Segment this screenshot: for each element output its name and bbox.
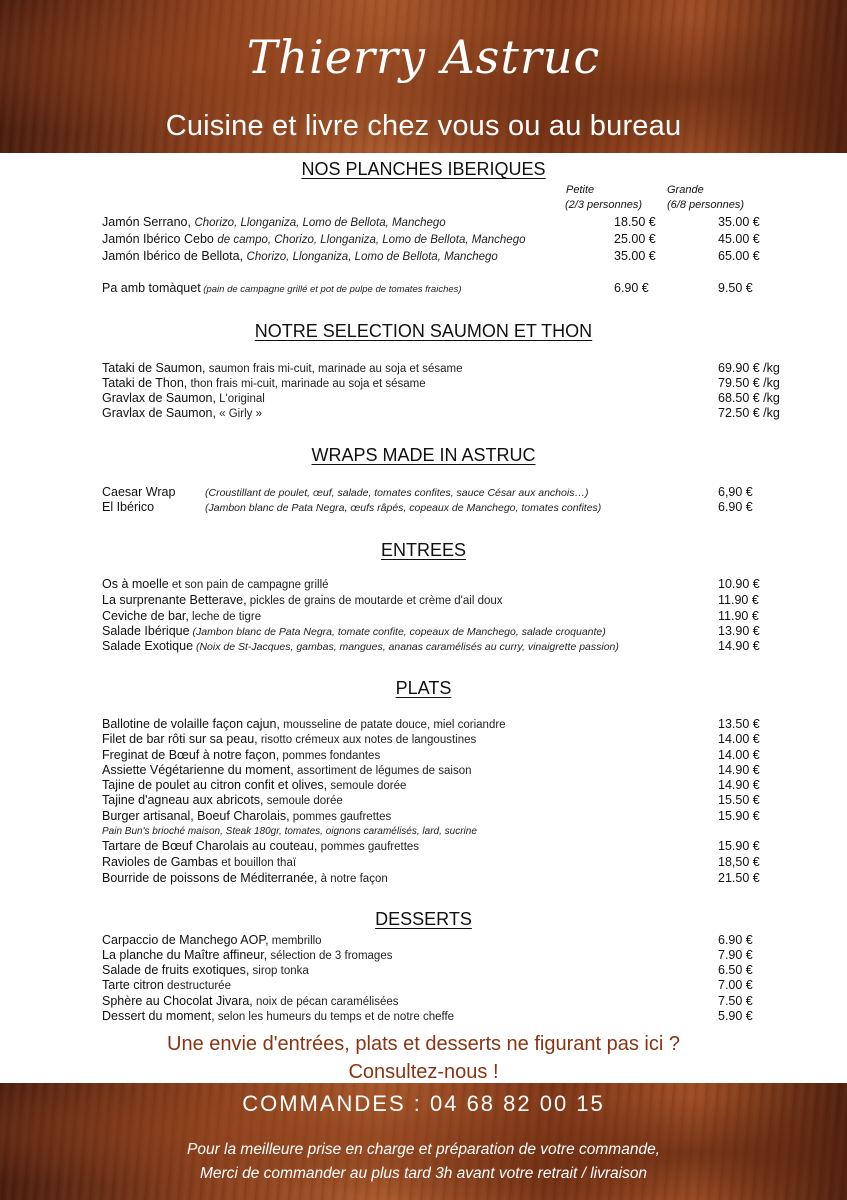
item-desc: selon les humeurs du temps et de notre cheffe bbox=[214, 1011, 455, 1023]
item-price: 14.90 € bbox=[718, 639, 760, 653]
item-price: 72.50 € /kg bbox=[718, 406, 780, 420]
menu-item bbox=[102, 948, 392, 963]
item-name-part: Jamón Ibérico bbox=[102, 232, 184, 246]
item-price: 6,90 € bbox=[718, 485, 753, 499]
menu-item bbox=[102, 748, 380, 763]
item-name: Carpaccio de Manchego AOP, bbox=[102, 933, 269, 947]
price-petite: 18.50 € bbox=[614, 215, 656, 229]
section-title-wraps: WRAPS MADE IN ASTRUC bbox=[311, 445, 536, 465]
menu-item bbox=[102, 809, 391, 824]
menu-item bbox=[102, 933, 322, 948]
item-name: Tajine de poulet au citron confit et olives, bbox=[102, 778, 328, 792]
item-price: 6.50 € bbox=[718, 963, 753, 977]
item-desc: leche de tigre bbox=[188, 611, 262, 623]
column-head-petite bbox=[565, 183, 642, 213]
price-petite: 25.00 € bbox=[614, 232, 656, 246]
item-name: Dessert du moment, bbox=[102, 1009, 215, 1023]
menu-item bbox=[102, 485, 175, 500]
brand-logo: Thierry Astruc bbox=[246, 30, 601, 84]
menu-item bbox=[102, 763, 472, 778]
column-grande-title: Grande bbox=[667, 184, 704, 196]
price-grande: 45.00 € bbox=[718, 232, 760, 246]
section-title-entrees: ENTREES bbox=[380, 540, 467, 560]
item-desc: mousseline de patate douce, miel coriandre bbox=[279, 719, 506, 731]
column-grande-sub: (6/8 personnes) bbox=[667, 199, 745, 211]
menu-item bbox=[102, 778, 406, 793]
section-title-planches: NOS PLANCHES IBERIQUES bbox=[301, 159, 546, 179]
item-name: Os à moelle bbox=[102, 577, 169, 591]
item-desc: de campo, Chorizo, Llonganiza, Lomo de Bellota, Manchego bbox=[217, 234, 526, 246]
item-name: Pa amb tomàquet bbox=[102, 281, 201, 295]
item-desc: membrillo bbox=[268, 935, 322, 947]
order-phone: COMMANDES : 04 68 82 00 15 bbox=[242, 1091, 605, 1116]
item-name: Freginat de Bœuf à notre façon, bbox=[102, 748, 280, 762]
item-name: Bourride de poissons de Méditerranée, bbox=[102, 871, 318, 885]
item-desc: et son pain de campagne grillé bbox=[168, 579, 329, 591]
item-name: Ballotine de volaille façon cajun, bbox=[102, 717, 280, 731]
menu-item bbox=[102, 624, 606, 639]
item-name: Tataki de Thon, bbox=[102, 376, 188, 390]
item-desc: Chorizo, Llonganiza, Lomo de Bellota, Manchego bbox=[246, 251, 498, 263]
footer-banner bbox=[0, 1083, 847, 1200]
tagline: Cuisine et livre chez vous ou au bureau bbox=[165, 110, 682, 142]
item-price: 79.50 € /kg bbox=[718, 376, 780, 390]
menu-content bbox=[0, 153, 847, 1083]
item-price: 69.90 € /kg bbox=[718, 361, 780, 375]
menu-item bbox=[102, 855, 296, 870]
menu-item bbox=[102, 963, 309, 978]
menu-item bbox=[102, 793, 343, 808]
price-grande: 9.50 € bbox=[718, 281, 753, 295]
menu-item bbox=[102, 249, 498, 264]
item-desc: Chorizo, Llonganiza, Lomo de Bellota, Manchego bbox=[194, 217, 446, 229]
item-name: Salade de fruits exotiques, bbox=[102, 963, 250, 977]
item-desc: « Girly » bbox=[215, 408, 262, 420]
section-title-plats: PLATS bbox=[395, 678, 452, 698]
item-desc: thon frais mi-cuit, marinade au soja et sésame bbox=[187, 378, 426, 390]
item-desc: noix de pécan caramélisées bbox=[252, 996, 399, 1008]
item-desc: (pain de campagne grillé et pot de pulpe de tomates fraiches) bbox=[200, 284, 462, 295]
item-name: Salade Exotique bbox=[102, 639, 194, 653]
footer-note: Pour la meilleure prise en charge et préparation de votre commande, bbox=[186, 1141, 660, 1158]
item-price: 15.50 € bbox=[718, 793, 760, 807]
menu-item bbox=[102, 994, 399, 1009]
item-name: Caesar Wrap bbox=[102, 485, 176, 499]
item-price: 15.90 € bbox=[718, 839, 760, 853]
item-price: 14.90 € bbox=[718, 778, 760, 792]
item-desc: L'original bbox=[215, 393, 265, 405]
promo-cta: Consultez-nous ! bbox=[348, 1061, 499, 1083]
column-petite-sub: (2/3 personnes) bbox=[565, 199, 643, 211]
item-desc: destructurée bbox=[163, 980, 231, 992]
item-price: 68.50 € /kg bbox=[718, 391, 780, 405]
item-price: 10.90 € bbox=[718, 577, 760, 591]
menu-item bbox=[102, 500, 154, 515]
item-desc: à notre façon bbox=[317, 873, 388, 885]
item-name: Tarte citron bbox=[102, 978, 164, 992]
item-name-highlight: Cebo bbox=[183, 232, 214, 246]
item-name: Tajine d'agneau aux abricots, bbox=[102, 793, 264, 807]
item-price: 13.50 € bbox=[718, 717, 760, 731]
item-price: 21.50 € bbox=[718, 871, 760, 885]
menu-item bbox=[102, 639, 619, 654]
item-desc: pommes gaufrettes bbox=[289, 811, 392, 823]
promo-line: Une envie d'entrées, plats et desserts ne figurant pas ici ? bbox=[167, 1033, 680, 1055]
item-price: 6.90 € bbox=[718, 500, 753, 514]
section-title-saumon: NOTRE SELECTION SAUMON ET THON bbox=[254, 321, 593, 341]
item-desc-row bbox=[205, 485, 588, 500]
item-desc: saumon frais mi-cuit, marinade au soja et sésame bbox=[205, 363, 463, 375]
item-desc: et bouillon thaï bbox=[218, 857, 297, 869]
item-desc: sélection de 3 fromages bbox=[267, 950, 393, 962]
item-name: Ceviche de bar, bbox=[102, 609, 189, 623]
price-petite: 35.00 € bbox=[614, 249, 656, 263]
item-name-part: , bbox=[239, 249, 247, 263]
menu-item bbox=[102, 978, 231, 993]
item-desc: assortiment de légumes de saison bbox=[293, 765, 472, 777]
menu-item bbox=[102, 593, 503, 608]
item-price: 11.90 € bbox=[718, 593, 759, 607]
item-name: Burger artisanal, Boeuf Charolais, bbox=[102, 809, 290, 823]
menu-item bbox=[102, 871, 388, 886]
column-petite-title: Petite bbox=[566, 184, 595, 196]
item-price: 18,50 € bbox=[718, 855, 760, 869]
item-name: Assiette Végétarienne du moment, bbox=[102, 763, 294, 777]
item-desc: (Croustillant de poulet, œuf, salade, tomates confites, sauce César aux anchois…) bbox=[205, 487, 589, 499]
price-petite: 6.90 € bbox=[614, 281, 649, 295]
item-name-part: , bbox=[187, 215, 195, 229]
item-name: La planche du Maître affineur, bbox=[102, 948, 268, 962]
item-price: 7.90 € bbox=[718, 948, 753, 962]
item-name-part: Jamón Ibérico de bbox=[102, 249, 202, 263]
header-banner bbox=[0, 0, 847, 153]
menu-item bbox=[102, 232, 526, 247]
item-desc: pickles de grains de moutarde et crème d'ail doux bbox=[246, 595, 503, 607]
menu-item bbox=[102, 1009, 454, 1024]
item-price: 5.90 € bbox=[718, 1009, 753, 1023]
item-name: Salade Ibérique bbox=[102, 624, 190, 638]
item-name: Gravlax de Saumon, bbox=[102, 406, 216, 420]
item-name: Tartare de Bœuf Charolais au couteau, bbox=[102, 839, 318, 853]
item-desc: sirop tonka bbox=[249, 965, 309, 977]
item-name-part: Jamón bbox=[102, 215, 143, 229]
item-name-highlight: Serrano bbox=[143, 215, 188, 229]
item-price: 13.90 € bbox=[718, 624, 760, 638]
menu-item bbox=[102, 361, 463, 376]
price-grande: 65.00 € bbox=[718, 249, 760, 263]
item-desc: semoule dorée bbox=[263, 795, 343, 807]
item-name: Ravioles de Gambas bbox=[102, 855, 219, 869]
menu-item bbox=[102, 215, 446, 230]
item-desc: pommes gaufrettes bbox=[317, 841, 420, 853]
menu-item bbox=[102, 732, 476, 747]
item-name: Tataki de Saumon, bbox=[102, 361, 206, 375]
item-desc: semoule dorée bbox=[327, 780, 407, 792]
item-desc: (Noix de St-Jacques, gambas, mangues, ananas caramélisés au curry, vinaigrette passion) bbox=[193, 641, 619, 653]
menu-item bbox=[102, 406, 262, 421]
item-desc: (Jambon blanc de Pata Negra, œufs râpés, copeaux de Manchego, tomates confites) bbox=[205, 502, 602, 514]
item-price: 14.00 € bbox=[718, 748, 760, 762]
item-desc: risotto crémeux aux notes de langoustines bbox=[257, 734, 477, 746]
item-price: 14.90 € bbox=[718, 763, 760, 777]
item-price: 14.00 € bbox=[718, 732, 760, 746]
menu-item bbox=[102, 609, 261, 624]
item-price: 15.90 € bbox=[718, 809, 760, 823]
menu-item bbox=[102, 717, 506, 732]
item-desc: (Jambon blanc de Pata Negra, tomate confite, copeaux de Manchego, salade croquante) bbox=[189, 626, 606, 638]
menu-item bbox=[102, 376, 426, 391]
item-price: 6.90 € bbox=[718, 933, 753, 947]
menu-item bbox=[102, 281, 462, 296]
item-name-highlight: Bellota bbox=[201, 249, 240, 263]
item-desc: pommes fondantes bbox=[279, 750, 381, 762]
menu-item bbox=[102, 391, 265, 406]
column-head-grande bbox=[667, 183, 744, 213]
menu-item bbox=[102, 577, 329, 592]
section-title-desserts: DESSERTS bbox=[375, 909, 472, 929]
item-desc-row bbox=[205, 500, 601, 515]
item-name: Filet de bar rôti sur sa peau, bbox=[102, 732, 258, 746]
menu-item bbox=[102, 839, 419, 854]
footer-note: Merci de commander au plus tard 3h avant votre retrait / livraison bbox=[199, 1165, 648, 1182]
item-price: 7.00 € bbox=[718, 978, 753, 992]
item-name: Gravlax de Saumon, bbox=[102, 391, 216, 405]
item-name: El Ibérico bbox=[102, 500, 155, 514]
burger-note: Pain Bun's brioché maison, Steak 180gr, tomates, oignons caramélisés, lard, sucrine bbox=[102, 826, 477, 837]
item-price: 7.50 € bbox=[718, 994, 753, 1008]
item-price: 11.90 € bbox=[718, 609, 759, 623]
price-grande: 35.00 € bbox=[718, 215, 760, 229]
item-name: Sphère au Chocolat Jivara, bbox=[102, 994, 253, 1008]
item-name: La surprenante Betterave, bbox=[102, 593, 247, 607]
